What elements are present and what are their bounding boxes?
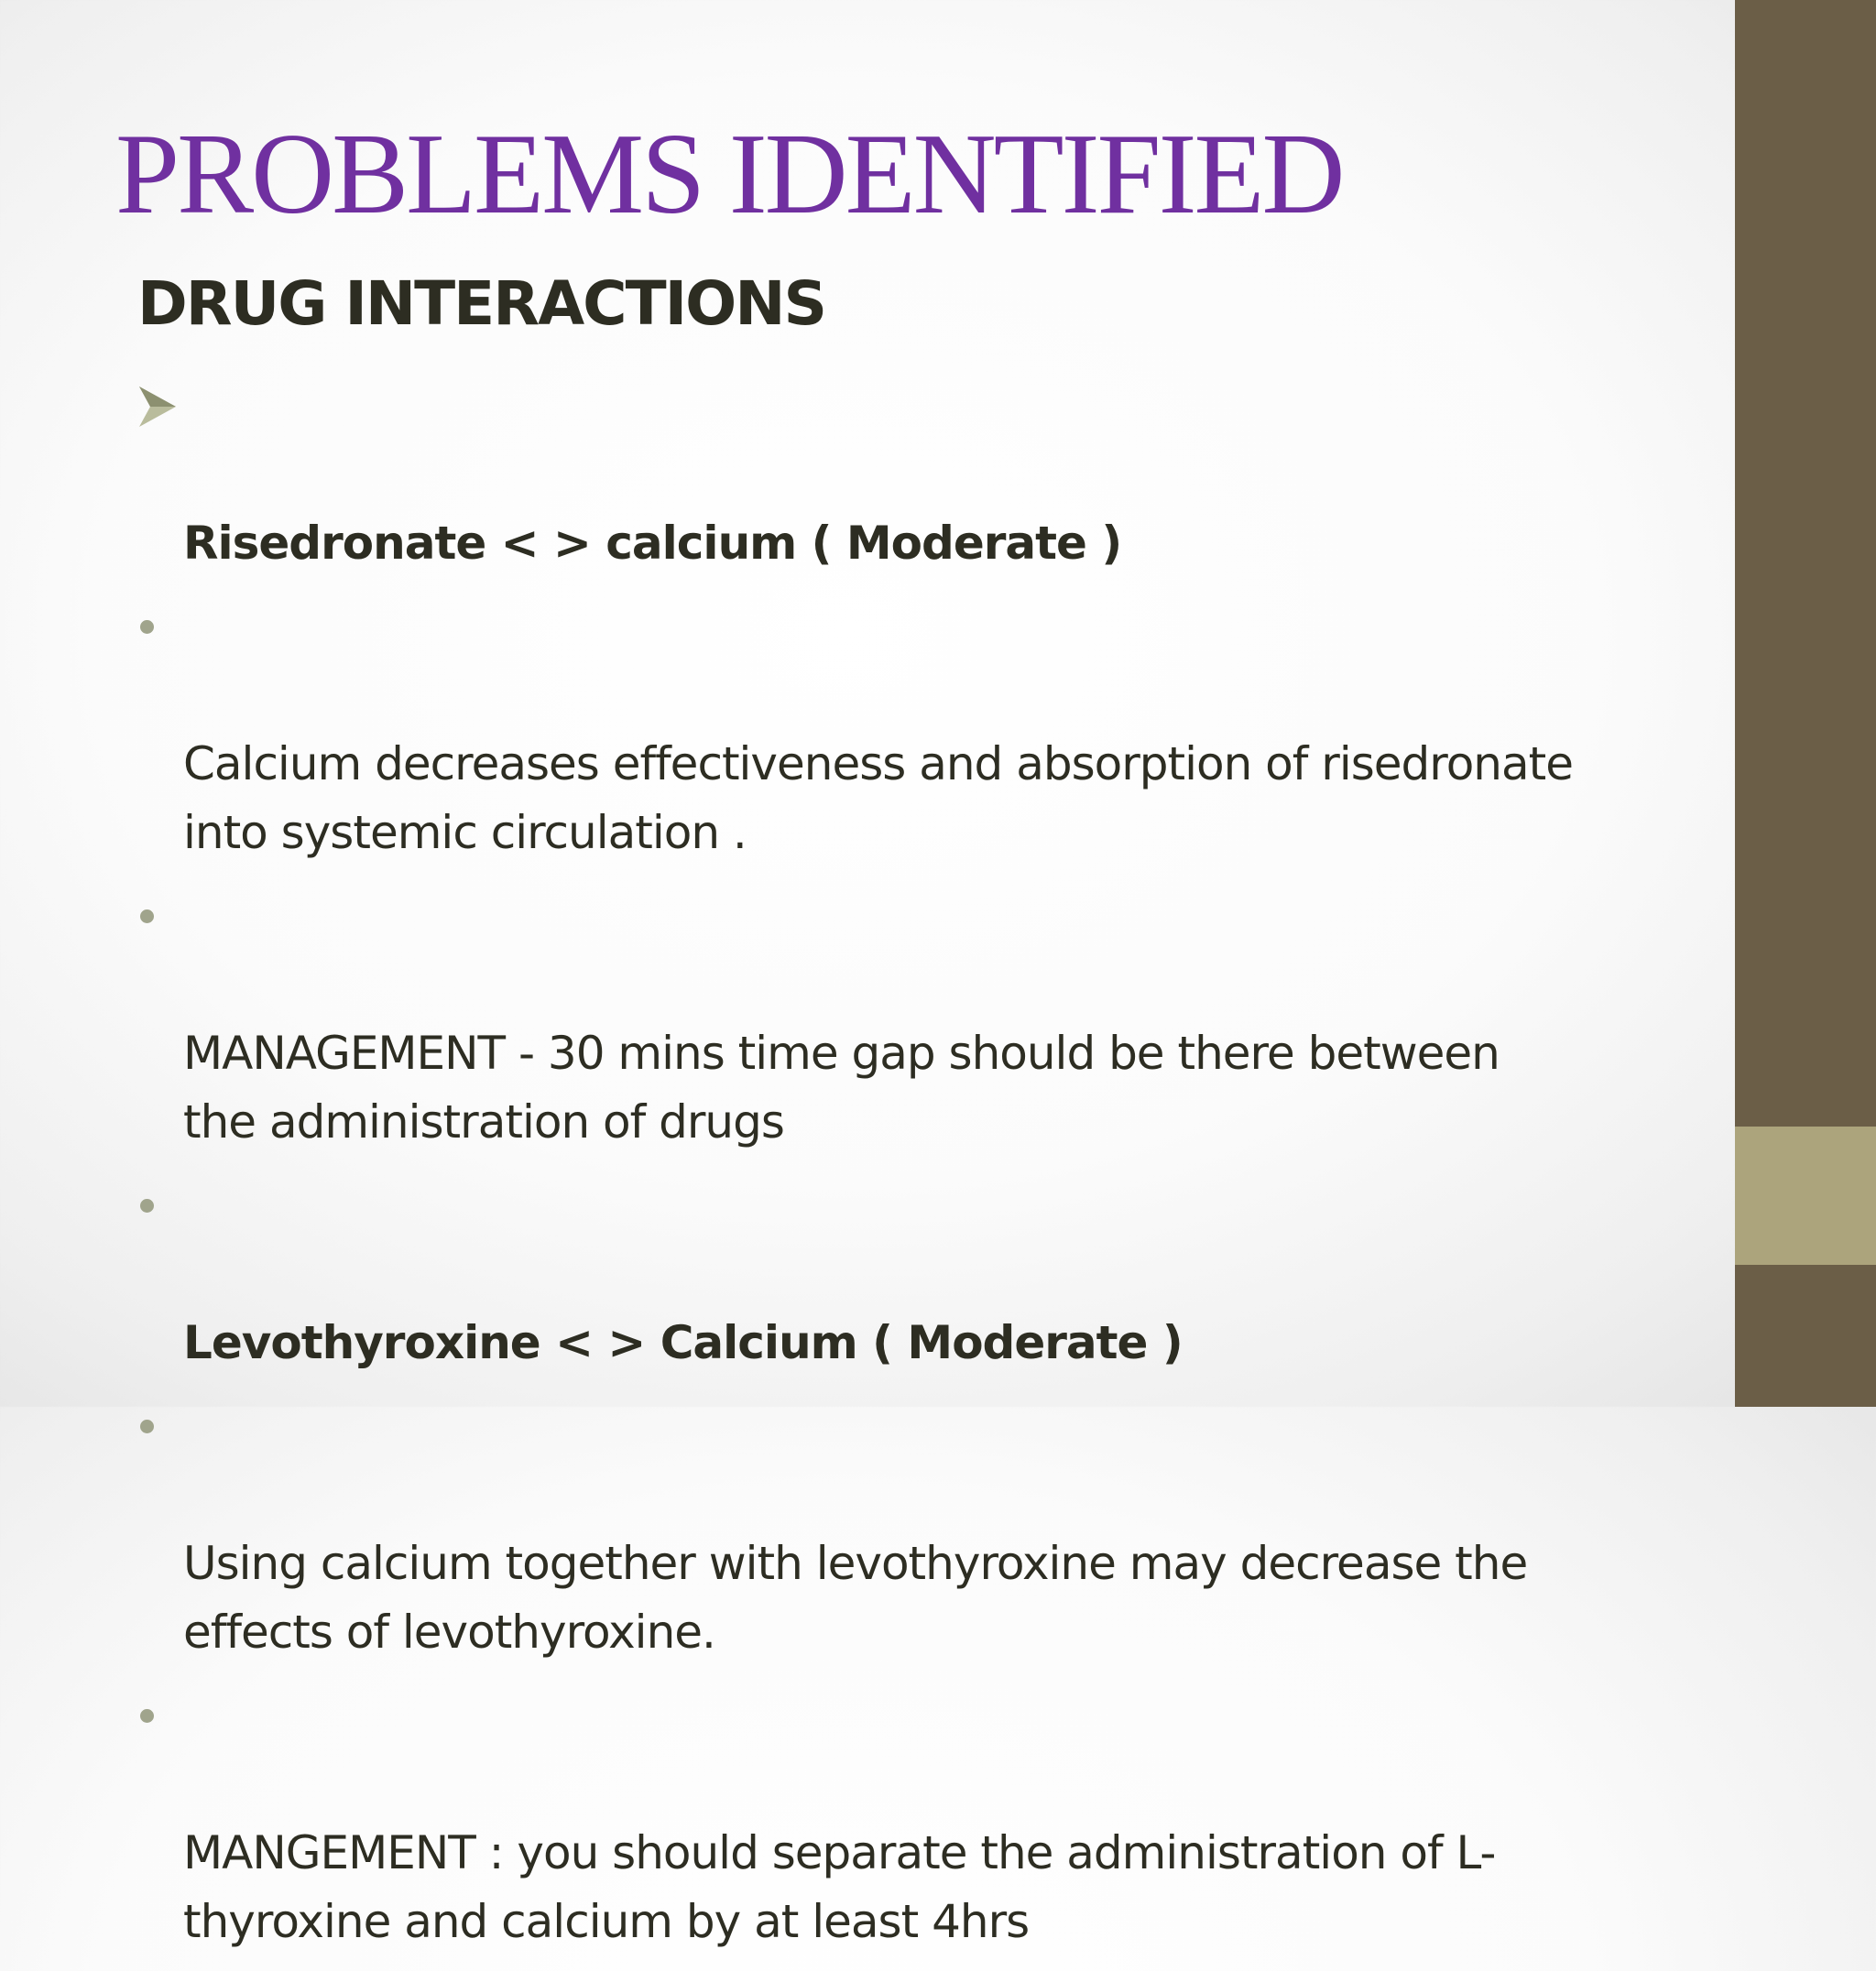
side-decoration-bar: [1735, 0, 1876, 1407]
dot-bullet-icon: [137, 1392, 178, 1461]
slide-title: PROBLEMS IDENTIFIED: [115, 111, 1343, 238]
bullet-text: MANGEMENT : you should separate the administration of L- thyroxine and calcium by at least 4hrs: [183, 1826, 1496, 1948]
dot-bullet-icon: [137, 882, 178, 951]
bullet-text: Risedronate < > calcium ( Moderate ): [183, 517, 1122, 570]
side-decoration-accent: [1735, 1127, 1876, 1265]
bullet-item: [137, 882, 1695, 1157]
bullet-item: [137, 372, 1695, 578]
bullet-item: [137, 593, 1695, 867]
bullet-list: [137, 372, 1695, 1971]
bullet-text: MANAGEMENT - 30 mins time gap should be there between the administration of drugs: [183, 1027, 1500, 1149]
dot-bullet-icon: [137, 1682, 178, 1750]
slide-subtitle: DRUG INTERACTIONS: [137, 268, 826, 339]
dot-bullet-icon: [137, 1171, 178, 1240]
bullet-text: Levothyroxine < > Calcium ( Moderate ): [183, 1316, 1183, 1369]
dot-bullet-icon: [137, 593, 178, 661]
bullet-item: [137, 1682, 1695, 1956]
bullet-text: Using calcium together with levothyroxine may decrease the effects of levothyroxine.: [183, 1537, 1528, 1659]
bullet-item: [137, 1392, 1695, 1667]
bullet-text: Calcium decreases effectiveness and absorption of risedronate into systemic circulation .: [183, 737, 1574, 859]
arrow-bullet-icon: [137, 372, 178, 441]
bullet-item: [137, 1171, 1695, 1378]
